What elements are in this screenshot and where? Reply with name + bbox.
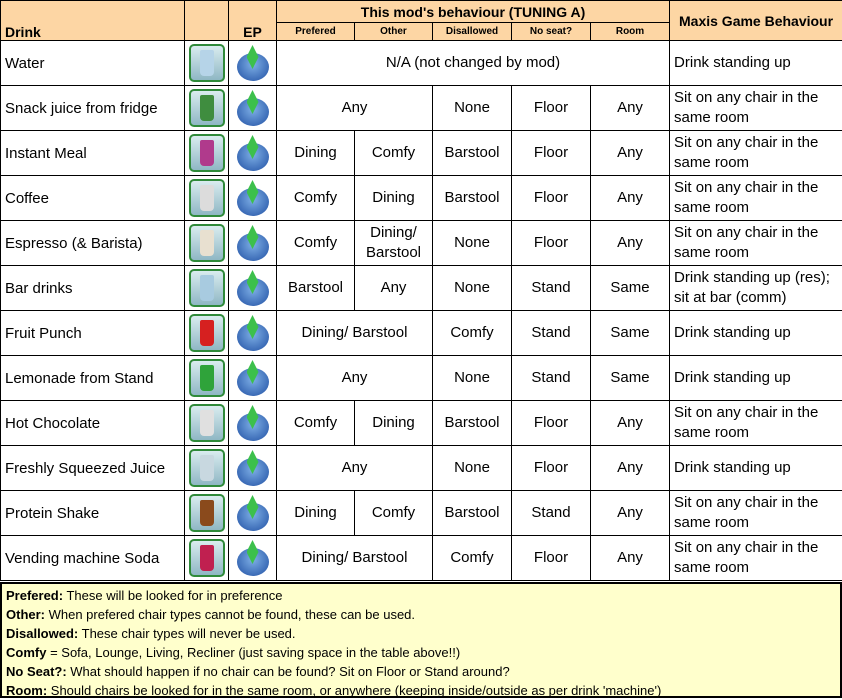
- room-subheader: Room: [591, 23, 670, 41]
- open-for-business-ep-icon: [235, 358, 271, 398]
- lemonade-cup-icon: [189, 359, 225, 397]
- ep-cell: [229, 266, 277, 311]
- no-seat-cell: Floor: [512, 86, 591, 131]
- water-glass-icon: [189, 44, 225, 82]
- other-cell: Dining/ Barstool: [355, 221, 433, 266]
- legend-term: Disallowed:: [6, 626, 78, 641]
- drink-icon-cell: [185, 86, 229, 131]
- drink-icon-cell: [185, 356, 229, 401]
- drink-name: Bar drinks: [1, 266, 185, 311]
- no-seat-subheader: No seat?: [512, 23, 591, 41]
- ep-cell: [229, 401, 277, 446]
- ep-column-header: EP: [229, 1, 277, 41]
- prefered-other-cell: Dining/ Barstool: [277, 311, 433, 356]
- disallowed-cell: None: [433, 266, 512, 311]
- ep-cell: [229, 86, 277, 131]
- prefered-cell: Dining: [277, 491, 355, 536]
- drink-glyph: [200, 275, 214, 301]
- drink-name: Vending machine Soda: [1, 536, 185, 581]
- room-cell: Any: [591, 536, 670, 581]
- juice-glass-icon: [189, 449, 225, 487]
- no-seat-cell: Stand: [512, 266, 591, 311]
- prefered-other-cell: Any: [277, 446, 433, 491]
- other-cell: Dining: [355, 401, 433, 446]
- no-seat-cell: Stand: [512, 356, 591, 401]
- legend-text: Should chairs be looked for in the same room, or anywhere (keeping inside/outside as per drink 'machine'): [47, 683, 661, 698]
- disallowed-cell: Barstool: [433, 491, 512, 536]
- drink-glyph: [200, 230, 214, 256]
- maxis-behaviour-cell: Drink standing up: [670, 41, 842, 86]
- juice-box-icon: [189, 89, 225, 127]
- drink-icon-cell: [185, 401, 229, 446]
- disallowed-cell: Barstool: [433, 131, 512, 176]
- room-cell: Same: [591, 356, 670, 401]
- no-seat-cell: Floor: [512, 221, 591, 266]
- maxis-behaviour-cell: Sit on any chair in the same room: [670, 491, 842, 536]
- legend-term: Comfy: [6, 645, 46, 660]
- legend-term: Room:: [6, 683, 47, 698]
- prefered-subheader: Prefered: [277, 23, 355, 41]
- drink-glyph: [200, 365, 214, 391]
- maxis-behaviour-cell: Drink standing up: [670, 311, 842, 356]
- legend-line: [6, 605, 836, 624]
- room-cell: Any: [591, 131, 670, 176]
- room-cell: Any: [591, 491, 670, 536]
- drink-icon-cell: [185, 491, 229, 536]
- base-game-plumbob-icon: [235, 223, 271, 263]
- base-game-plumbob-icon: [235, 43, 271, 83]
- table-row: [1, 266, 842, 311]
- legend: [0, 582, 842, 698]
- drink-icon-cell: [185, 41, 229, 86]
- seasons-ep-icon: [235, 403, 271, 443]
- coffee-mug-icon: [189, 179, 225, 217]
- no-seat-cell: Stand: [512, 491, 591, 536]
- table-row: [1, 356, 842, 401]
- table-row: [1, 41, 842, 86]
- disallowed-cell: None: [433, 86, 512, 131]
- hot-chocolate-mug-icon: [189, 404, 225, 442]
- disallowed-cell: Barstool: [433, 401, 512, 446]
- maxis-behaviour-cell: Sit on any chair in the same room: [670, 86, 842, 131]
- legend-text: When prefered chair types cannot be found, these can be used.: [45, 607, 415, 622]
- room-cell: Any: [591, 446, 670, 491]
- no-seat-cell: Floor: [512, 446, 591, 491]
- base-game-plumbob-icon: [235, 178, 271, 218]
- drink-glyph: [200, 410, 214, 436]
- drink-name: Instant Meal: [1, 131, 185, 176]
- disallowed-cell: Comfy: [433, 311, 512, 356]
- other-cell: Comfy: [355, 491, 433, 536]
- ep-cell: [229, 536, 277, 581]
- legend-line: [6, 586, 836, 605]
- disallowed-cell: None: [433, 221, 512, 266]
- table-row: [1, 536, 842, 581]
- base-game-plumbob-icon: [235, 133, 271, 173]
- legend-line: [6, 624, 836, 643]
- legend-term: Other:: [6, 607, 45, 622]
- legend-text: = Sofa, Lounge, Living, Recliner (just saving space in the table above!!): [46, 645, 460, 660]
- drink-name: Fruit Punch: [1, 311, 185, 356]
- drink-column-header: Drink: [1, 1, 185, 41]
- base-game-plumbob-icon: [235, 268, 271, 308]
- freetime-ep-icon: [235, 538, 271, 578]
- drink-icon-column-header: [185, 1, 229, 41]
- maxis-behaviour-cell: Sit on any chair in the same room: [670, 536, 842, 581]
- disallowed-cell: None: [433, 356, 512, 401]
- drink-icon-cell: [185, 176, 229, 221]
- drink-glyph: [200, 320, 214, 346]
- ep-cell: [229, 491, 277, 536]
- table-row: [1, 131, 842, 176]
- legend-text: What should happen if no chair can be found? Sit on Floor or Stand around?: [67, 664, 510, 679]
- drink-icon-cell: [185, 221, 229, 266]
- ep-cell: [229, 176, 277, 221]
- room-cell: Any: [591, 401, 670, 446]
- prefered-other-cell: Any: [277, 86, 433, 131]
- not-changed-note: N/A (not changed by mod): [277, 41, 670, 86]
- protein-shake-can-icon: [189, 494, 225, 532]
- seasons-ep-icon: [235, 448, 271, 488]
- bon-voyage-ep-icon: [235, 493, 271, 533]
- ep-cell: [229, 311, 277, 356]
- ep-cell: [229, 221, 277, 266]
- drink-icon-cell: [185, 311, 229, 356]
- ep-cell: [229, 41, 277, 86]
- maxis-behaviour-cell: Drink standing up: [670, 446, 842, 491]
- maxis-behaviour-cell: Sit on any chair in the same room: [670, 401, 842, 446]
- other-subheader: Other: [355, 23, 433, 41]
- table-row: [1, 176, 842, 221]
- prefered-cell: Dining: [277, 131, 355, 176]
- other-cell: Comfy: [355, 131, 433, 176]
- drink-glyph: [200, 500, 214, 526]
- drink-glyph: [200, 455, 214, 481]
- bar-glass-icon: [189, 269, 225, 307]
- drink-glyph: [200, 185, 214, 211]
- no-seat-cell: Floor: [512, 401, 591, 446]
- base-game-plumbob-icon: [235, 88, 271, 128]
- legend-line: [6, 681, 836, 700]
- drink-name: Lemonade from Stand: [1, 356, 185, 401]
- table-row: [1, 221, 842, 266]
- room-cell: Any: [591, 176, 670, 221]
- drink-name: Protein Shake: [1, 491, 185, 536]
- soda-can-icon: [189, 539, 225, 577]
- prefered-cell: Comfy: [277, 176, 355, 221]
- mod-behaviour-header: This mod's behaviour (TUNING A): [277, 1, 670, 23]
- maxis-behaviour-header: Maxis Game Behaviour: [670, 1, 842, 41]
- drink-name: Water: [1, 41, 185, 86]
- disallowed-cell: Barstool: [433, 176, 512, 221]
- drink-glyph: [200, 95, 214, 121]
- drink-icon-cell: [185, 266, 229, 311]
- table-row: [1, 86, 842, 131]
- maxis-behaviour-cell: Sit on any chair in the same room: [670, 131, 842, 176]
- drink-glyph: [200, 50, 214, 76]
- room-cell: Any: [591, 221, 670, 266]
- drink-icon-cell: [185, 446, 229, 491]
- table-row: [1, 491, 842, 536]
- drink-name: Freshly Squeezed Juice: [1, 446, 185, 491]
- disallowed-subheader: Disallowed: [433, 23, 512, 41]
- drink-icon-cell: [185, 536, 229, 581]
- room-cell: Any: [591, 86, 670, 131]
- legend-text: These chair types will never be used.: [78, 626, 295, 641]
- no-seat-cell: Floor: [512, 176, 591, 221]
- prefered-cell: Barstool: [277, 266, 355, 311]
- other-cell: Any: [355, 266, 433, 311]
- prefered-cell: Comfy: [277, 401, 355, 446]
- legend-term: Prefered:: [6, 588, 63, 603]
- ep-cell: [229, 131, 277, 176]
- disallowed-cell: Comfy: [433, 536, 512, 581]
- no-seat-cell: Stand: [512, 311, 591, 356]
- prefered-other-cell: Any: [277, 356, 433, 401]
- drink-glyph: [200, 140, 214, 166]
- maxis-behaviour-cell: Drink standing up (res); sit at bar (comm): [670, 266, 842, 311]
- university-ep-icon: [235, 313, 271, 353]
- ep-cell: [229, 356, 277, 401]
- maxis-behaviour-cell: Sit on any chair in the same room: [670, 176, 842, 221]
- fruit-punch-cup-icon: [189, 314, 225, 352]
- table-row: [1, 401, 842, 446]
- disallowed-cell: None: [433, 446, 512, 491]
- maxis-behaviour-cell: Drink standing up: [670, 356, 842, 401]
- drink-name: Espresso (& Barista): [1, 221, 185, 266]
- room-cell: Same: [591, 311, 670, 356]
- no-seat-cell: Floor: [512, 131, 591, 176]
- legend-line: [6, 643, 836, 662]
- drink-name: Snack juice from fridge: [1, 86, 185, 131]
- no-seat-cell: Floor: [512, 536, 591, 581]
- maxis-behaviour-cell: Sit on any chair in the same room: [670, 221, 842, 266]
- prefered-other-cell: Dining/ Barstool: [277, 536, 433, 581]
- legend-text: These will be looked for in preference: [63, 588, 282, 603]
- prefered-cell: Comfy: [277, 221, 355, 266]
- table-row: [1, 311, 842, 356]
- room-cell: Same: [591, 266, 670, 311]
- espresso-cup-icon: [189, 224, 225, 262]
- drink-name: Hot Chocolate: [1, 401, 185, 446]
- other-cell: Dining: [355, 176, 433, 221]
- drink-icon-cell: [185, 131, 229, 176]
- legend-term: No Seat?:: [6, 664, 67, 679]
- table-row: [1, 446, 842, 491]
- drink-glyph: [200, 545, 214, 571]
- instant-meal-cup-icon: [189, 134, 225, 172]
- legend-line: [6, 662, 836, 681]
- drink-name: Coffee: [1, 176, 185, 221]
- ep-cell: [229, 446, 277, 491]
